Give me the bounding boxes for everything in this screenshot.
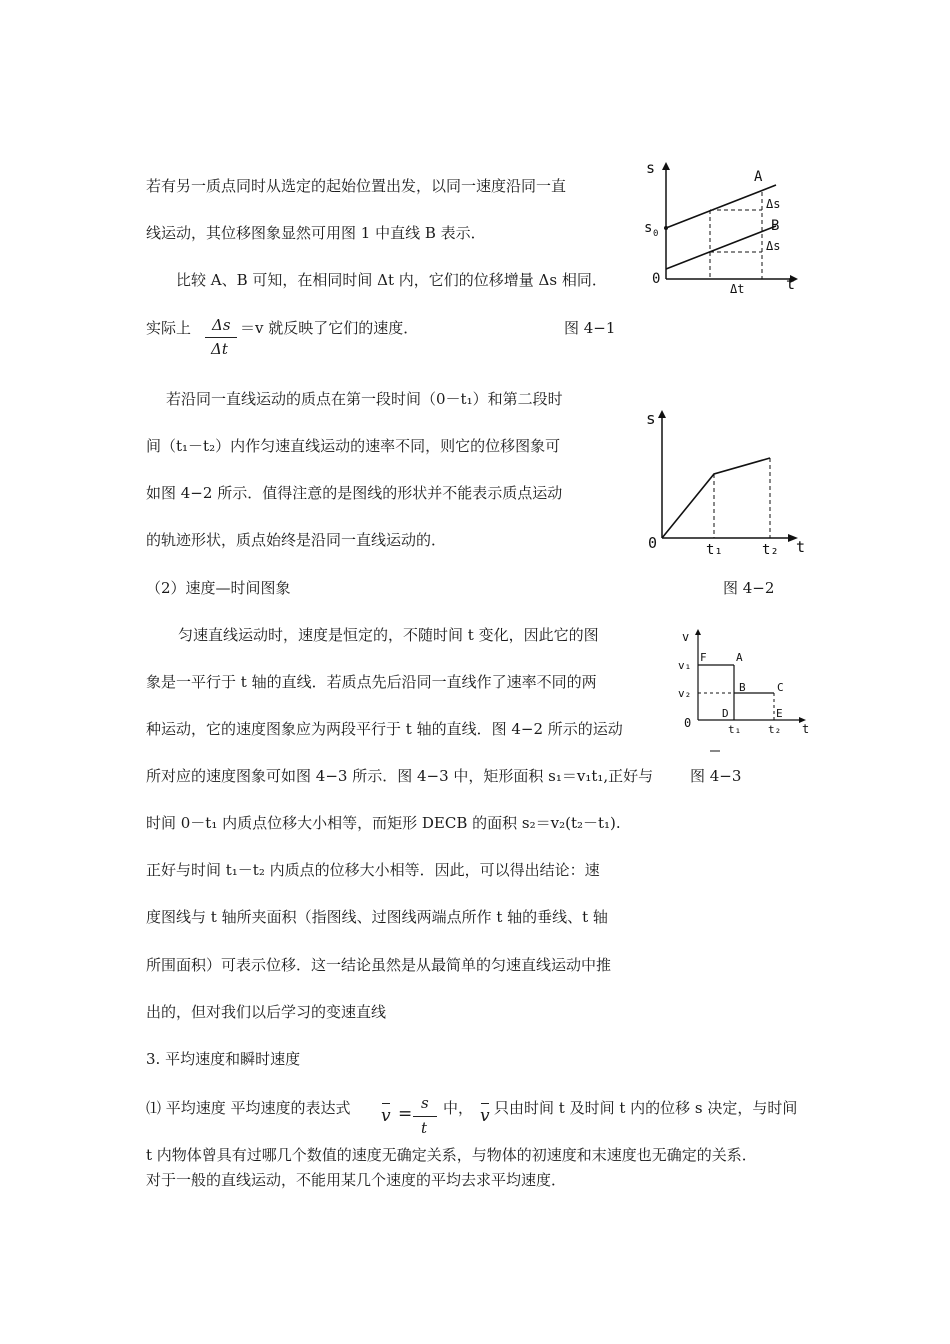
para1-line3: 比较 A、B 可知，在相同时间 Δt 内，它们的位移增量 Δs 相同． xyxy=(176,271,607,289)
fraction-bar xyxy=(205,337,237,338)
fig1-delta-s-lower: Δs xyxy=(766,239,781,253)
para2-line3: 如图 4−2 所示．值得注意的是图线的形状并不能表示质点运动 xyxy=(146,484,563,502)
para4-line1-post: 只由时间 t 及时间 t 内的位移 s 决定，与时间 xyxy=(494,1099,798,1117)
fig3-axis-x-label: t xyxy=(802,722,810,736)
fig3-point-d: D xyxy=(722,707,729,720)
fig3-point-b: B xyxy=(739,681,746,694)
formula-fraction-bar xyxy=(413,1116,437,1117)
para3-line5: 时间 0－t₁ 内质点位移大小相等，而矩形 DECB 的面积 s₂＝v₂(t₂－t₁). xyxy=(146,814,621,832)
para3-line9: 出的，但对我们以后学习的变速直线 xyxy=(146,1003,387,1021)
formula-lhs: v xyxy=(381,1106,391,1126)
fig3-point-e: E xyxy=(776,707,783,720)
para2-line1: 若沿同一直线运动的质点在第一段时间（0－t₁）和第二段时 xyxy=(166,390,563,408)
fig3-point-c: C xyxy=(777,681,784,694)
figure-4-3 xyxy=(676,625,816,755)
v-bar-lhs xyxy=(382,1103,390,1104)
fig2-t2-label: t₂ xyxy=(762,542,779,558)
fig1-y-arrow xyxy=(662,162,670,170)
para2-line4: 的轨迹形状，质点始终是沿同一直线运动的． xyxy=(146,531,447,549)
fig1-line-a-label: A xyxy=(754,169,763,185)
para2-line2: 间（t₁－t₂）内作匀速直线运动的速率不同，则它的位移图象可 xyxy=(146,437,561,455)
para3-line2: 象是一平行于 t 轴的直线．若质点先后沿同一直线作了速率不同的两 xyxy=(146,673,597,691)
v-bar-inline xyxy=(481,1103,489,1104)
fig3-point-a: A xyxy=(736,651,743,664)
fig2-axis-y-label: s xyxy=(646,409,656,428)
fig1-origin-label: 0 xyxy=(652,271,661,287)
fig1-s0-point xyxy=(664,226,668,230)
fig1-caption: 图 4−1 xyxy=(564,319,616,337)
fig3-origin-label: 0 xyxy=(684,716,692,730)
para1-line4-post: ＝v 就反映了它们的速度． xyxy=(240,319,419,337)
formula-denominator: t xyxy=(421,1119,428,1137)
para4-line1-mid: 中， xyxy=(443,1099,474,1117)
fig2-graph-line xyxy=(662,458,770,538)
fig1-delta-t-label: Δt xyxy=(730,282,745,295)
formula-numerator: s xyxy=(421,1094,429,1112)
fig3-v1-label: v₁ xyxy=(678,659,692,672)
para1-line1: 若有另一质点同时从选定的起始位置出发，以同一速度沿同一直 xyxy=(146,177,567,195)
formula-eq: = xyxy=(398,1104,413,1124)
section2-title: （2）速度—时间图象 xyxy=(146,579,291,597)
fig1-line-a xyxy=(666,185,776,228)
figure-4-2 xyxy=(640,400,810,560)
para3-line7: 度图线与 t 轴所夹面积（指图线、过图线两端点所作 t 轴的垂线、t 轴 xyxy=(146,908,608,926)
fig1-s0-label: s xyxy=(644,220,653,236)
para1-line2: 线运动，其位移图象显然可用图 1 中直线 B 表示． xyxy=(146,224,486,242)
fig3-point-f: F xyxy=(700,651,707,664)
para3-line8: 所围面积）可表示位移．这一结论虽然是从最简单的匀速直线运动中推 xyxy=(146,956,612,974)
figure-4-1 xyxy=(640,155,810,295)
delta-s-numerator: Δs xyxy=(212,316,231,334)
fig1-line-b xyxy=(666,226,776,269)
fig3-caption: 图 4−3 xyxy=(690,767,742,785)
section3-title: 3. 平均速度和瞬时速度 xyxy=(146,1050,301,1068)
fig2-caption: 图 4−2 xyxy=(723,579,775,597)
fig2-y-arrow xyxy=(658,410,666,418)
fig1-axis-x-label: t xyxy=(786,275,796,293)
para3-line1: 匀速直线运动时，速度是恒定的，不随时间 t 变化，因此它的图 xyxy=(178,626,599,644)
fig1-delta-s-upper: Δs xyxy=(766,197,781,211)
fig2-axis-x-label: t xyxy=(796,538,806,556)
para3-line4: 所对应的速度图象可如图 4−3 所示．图 4−3 中，矩形面积 s₁＝v₁t₁,正好与 xyxy=(146,767,654,785)
fig3-y-arrow xyxy=(695,629,701,635)
fig3-t1-label: t₁ xyxy=(728,723,742,736)
fig1-line-b-label: B xyxy=(771,218,780,234)
fig1-axis-y-label: s xyxy=(646,159,656,177)
fig3-axis-y-label: v xyxy=(682,630,690,644)
para3-line3: 种运动，它的速度图象应为两段平行于 t 轴的直线．图 4−2 所示的运动 xyxy=(146,720,623,738)
formula-v-inline: v xyxy=(480,1106,490,1126)
para4-line1-pre: ⑴ 平均速度 平均速度的表达式 xyxy=(146,1099,351,1117)
para3-line6: 正好与时间 t₁－t₂ 内质点的位移大小相等．因此，可以得出结论：速 xyxy=(146,861,600,879)
fig2-t1-label: t₁ xyxy=(706,542,723,558)
delta-t-denominator: Δt xyxy=(211,340,228,358)
para4-line3: 对于一般的直线运动，不能用某几个速度的平均去求平均速度． xyxy=(146,1171,567,1189)
fig1-s0-sub: 0 xyxy=(653,229,659,239)
fig3-t2-label: t₂ xyxy=(768,723,782,736)
fig3-v2-label: v₂ xyxy=(678,687,692,700)
para1-line4-pre: 实际上 xyxy=(146,319,192,337)
para4-line2: t 内物体曾具有过哪几个数值的速度无确定关系，与物体的初速度和末速度也无确定的关系． xyxy=(146,1146,757,1164)
fig2-origin-label: 0 xyxy=(648,534,658,552)
